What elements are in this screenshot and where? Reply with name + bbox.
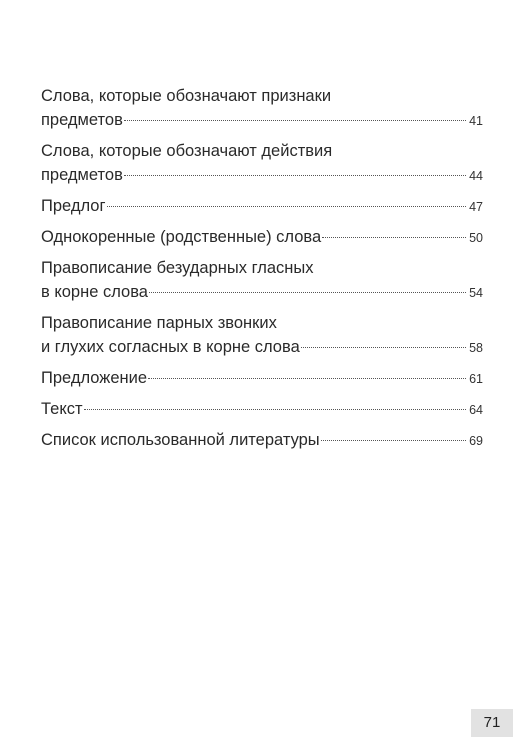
toc-entry-title-end: предметов xyxy=(41,166,123,184)
toc-entry-title-end: Предлог xyxy=(41,197,106,215)
toc-page-number: 50 xyxy=(469,231,483,245)
toc-entry-last-line xyxy=(41,280,483,305)
toc-entry-last-line xyxy=(41,428,483,453)
toc-page-number: 54 xyxy=(469,286,483,300)
toc-entry-title-end: Предложение xyxy=(41,369,148,387)
toc-entry-title-end: Текст xyxy=(41,400,83,418)
toc-page-number: 44 xyxy=(469,169,483,183)
dot-leader xyxy=(107,206,467,207)
page-number-badge: 71 xyxy=(471,709,513,737)
dot-leader xyxy=(301,347,466,348)
dot-leader xyxy=(124,175,466,176)
dot-leader xyxy=(84,409,467,410)
toc-entry-title-end: в корне слова xyxy=(41,283,148,301)
toc-entry xyxy=(41,428,483,453)
toc-entry-title-line: Слова, которые обозначают признаки xyxy=(41,87,332,105)
toc-entry-last-line xyxy=(41,397,483,422)
toc-entry-last-line xyxy=(41,163,483,188)
toc-entry xyxy=(41,225,483,250)
dot-leader xyxy=(149,292,466,293)
toc-page-number: 41 xyxy=(469,114,483,128)
toc-entry-last-line xyxy=(41,335,483,360)
toc-entry xyxy=(41,256,483,305)
dot-leader xyxy=(322,237,466,238)
toc-entry-last-line xyxy=(41,366,483,391)
dot-leader xyxy=(148,378,466,379)
toc-entry xyxy=(41,139,483,188)
toc-entry-title-end: Список использованной литературы xyxy=(41,431,320,449)
dot-leader xyxy=(321,440,466,441)
dot-leader xyxy=(124,120,466,121)
toc-entry xyxy=(41,194,483,219)
toc-entry-title-end: Однокоренные (родственные) слова xyxy=(41,228,322,246)
toc-entry xyxy=(41,397,483,422)
toc-page-number: 69 xyxy=(469,434,483,448)
toc-entry-last-line xyxy=(41,108,483,133)
toc-page-number: 64 xyxy=(469,403,483,417)
toc-entry-last-line xyxy=(41,194,483,219)
table-of-contents xyxy=(41,84,483,459)
toc-entry-last-line xyxy=(41,225,483,250)
toc-entry-title-line: Слова, которые обозначают действия xyxy=(41,142,333,160)
toc-entry xyxy=(41,84,483,133)
toc-page-number: 47 xyxy=(469,200,483,214)
toc-page-number: 58 xyxy=(469,341,483,355)
toc-entry-title-line: Правописание парных звонких xyxy=(41,314,277,332)
toc-entry xyxy=(41,366,483,391)
toc-page-number: 61 xyxy=(469,372,483,386)
toc-entry-title-end: предметов xyxy=(41,111,123,129)
toc-entry-title-end: и глухих согласных в корне слова xyxy=(41,338,300,356)
toc-entry xyxy=(41,311,483,360)
toc-entry-title-line: Правописание безударных гласных xyxy=(41,259,314,277)
